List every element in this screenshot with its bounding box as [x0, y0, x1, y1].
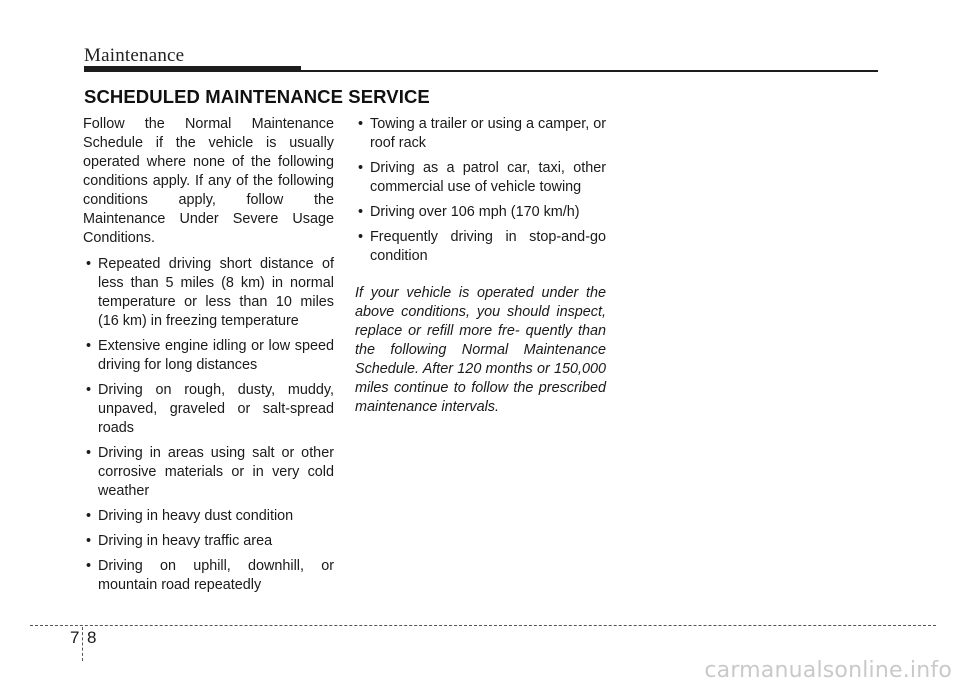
condition-item: • Driving on rough, dusty, muddy, unpaved, graveled or salt-spread roads	[86, 382, 334, 436]
condition-item: • Driving as a patrol car, taxi, other commercial use of vehicle towing	[358, 160, 606, 195]
condition-item: • Frequently driving in stop-and-go condition	[358, 229, 606, 264]
bullet-icon: •	[86, 508, 92, 524]
severe-usage-note: If your vehicle is operated under the above conditions, you should inspect, replace or refill more fre- quently than the following Normal Maintenance Schedule. After 120 months or 150,000 miles continue to follow the prescribed maintenance intervals.	[355, 285, 606, 415]
bullet-icon: •	[86, 445, 92, 461]
footer-rule	[30, 625, 936, 626]
condition-item: • Towing a trailer or using a camper, or roof rack	[358, 116, 606, 151]
page-title: SCHEDULED MAINTENANCE SERVICE	[84, 86, 430, 107]
bullet-icon: •	[86, 256, 92, 272]
condition-item: • Driving in heavy traffic area	[86, 533, 273, 549]
condition-item: • Driving in areas using salt or other corrosive materials or in very cold weather	[86, 445, 334, 499]
bullet-icon: •	[358, 229, 364, 245]
bullet-icon: •	[86, 338, 92, 354]
intro-paragraph: Follow the Normal Maintenance Schedule if the vehicle is usually operated where none of the following conditions apply. If any of the following conditions apply, follow the Maintenance Under Severe Usage Conditions.	[83, 116, 334, 246]
bullet-icon: •	[86, 382, 92, 398]
bullet-icon: •	[358, 160, 364, 176]
section-label: Maintenance	[84, 45, 185, 66]
condition-item: • Extensive engine idling or low speed driving for long distances	[86, 338, 334, 373]
header-rule-thin	[301, 70, 878, 72]
bullet-icon: •	[86, 533, 92, 549]
bullet-icon: •	[358, 116, 364, 132]
page-number-divider	[82, 627, 83, 661]
bullet-icon: •	[86, 558, 92, 574]
left-column	[83, 115, 334, 595]
condition-item: • Driving over 106 mph (170 km/h)	[358, 204, 580, 220]
watermark: carmanualsonline.info	[704, 658, 952, 683]
condition-item: • Repeated driving short distance of less than 5 miles (8 km) in normal temperature or less than 10 miles (16 km) in freezing temperature	[86, 256, 334, 329]
header-rule-thick	[84, 66, 301, 72]
conditions-list-left	[83, 255, 334, 595]
condition-item: • Driving on uphill, downhill, or mountain road repeatedly	[86, 558, 334, 593]
condition-item: • Driving in heavy dust condition	[86, 508, 294, 524]
conditions-list-right	[355, 115, 606, 266]
bullet-icon: •	[358, 204, 364, 220]
chapter-number: 7	[70, 628, 80, 647]
right-column	[355, 115, 606, 417]
page-number: 8	[87, 628, 97, 647]
